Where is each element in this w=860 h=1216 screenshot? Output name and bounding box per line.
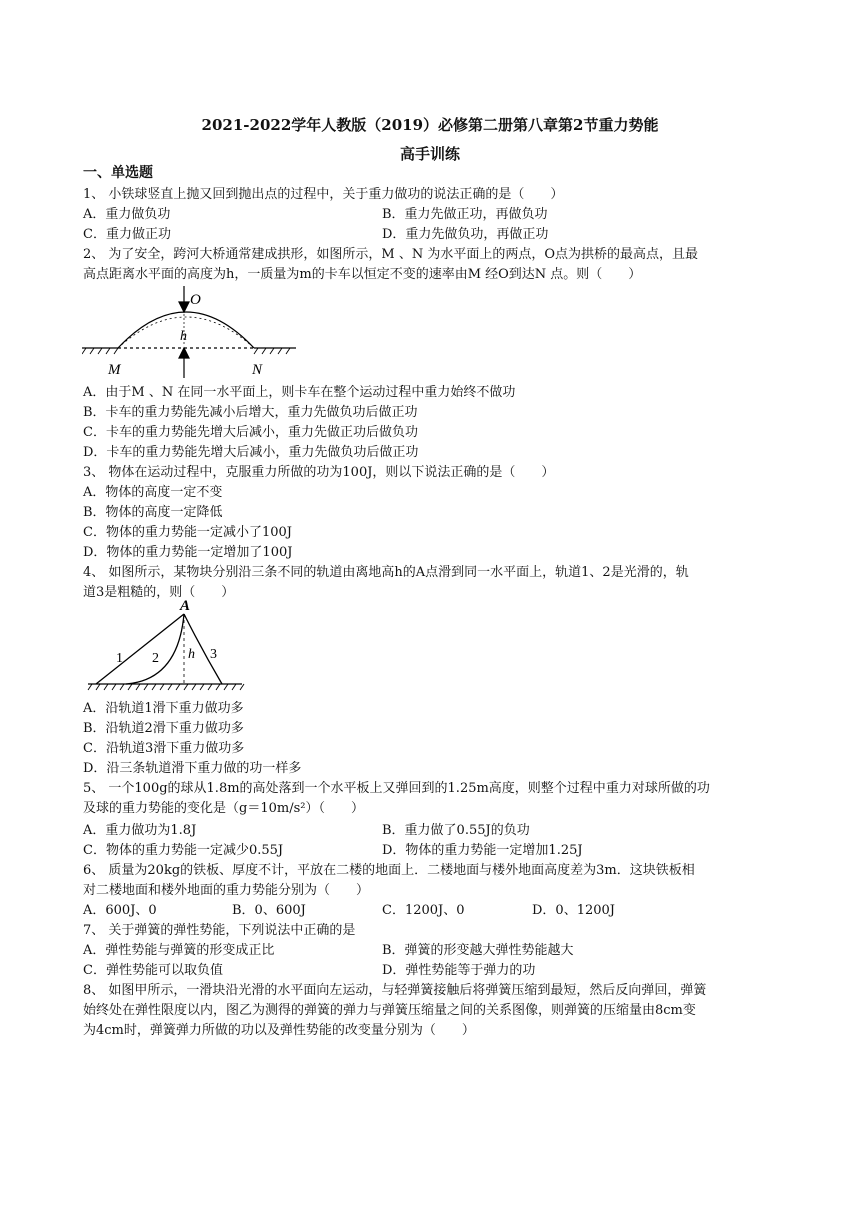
q1-option-b: B．重力先做正功，再做负功 bbox=[382, 207, 548, 222]
q2-stem-line1: 2、 为了安全，跨河大桥通常建成拱形，如图所示，M 、N 为水平面上的两点，O点为拱桥的最高点，且最 bbox=[83, 247, 699, 262]
q7-option-c: C．弹性势能可以取负值 bbox=[83, 963, 223, 978]
arch-label-m: M bbox=[108, 362, 121, 378]
q2-option-d: D．卡车的重力势能先增大后减小，重力先做负功后做正功 bbox=[83, 445, 419, 460]
q6-option-d: D．0、1200J bbox=[532, 903, 615, 918]
q6-stem-line2: 对二楼地面和楼外地面的重力势能分别为（ ） bbox=[83, 883, 370, 898]
q6-option-c: C．1200J、0 bbox=[382, 903, 465, 918]
q7-stem: 7、 关于弹簧的弹性势能，下列说法中正确的是 bbox=[83, 923, 356, 938]
section-heading: 一、单选题 bbox=[83, 165, 153, 181]
q2-stem-line2: 高点距离水平面的高度为h，一质量为m的卡车以恒定不变的速率由M 经O到达N 点。则（ ） bbox=[83, 267, 642, 282]
track-label-h: h bbox=[188, 647, 195, 662]
q7-option-b: B．弹簧的形变越大弹性势能越大 bbox=[382, 943, 574, 958]
q3-option-d: D．物体的重力势能一定增加了100J bbox=[83, 545, 293, 560]
q8-stem-line1: 8、 如图甲所示，一滑块沿光滑的水平面向左运动，与轻弹簧接触后将弹簧压缩到最短，然后反向弹回，弹簧 bbox=[83, 983, 707, 998]
q7-option-a: A．弹性势能与弹簧的形变成正比 bbox=[83, 943, 275, 958]
q2-option-a: A．由于M 、N 在同一水平面上，则卡车在整个运动过程中重力始终不做功 bbox=[83, 385, 516, 400]
q6-option-b: B．0、600J bbox=[232, 903, 306, 918]
q4-option-b: B．沿轨道2滑下重力做功多 bbox=[83, 721, 244, 736]
q4-option-d: D．沿三条轨道滑下重力做的功一样多 bbox=[83, 761, 302, 776]
arch-bridge-figure bbox=[82, 282, 297, 380]
q6-stem-line1: 6、 质量为20kg的铁板、厚度不计，平放在二楼的地面上．二楼地面与楼外地面高度差为3m．这块铁板相 bbox=[83, 863, 695, 878]
q8-stem-line3: 为4cm时，弹簧弹力所做的功以及弹性势能的改变量分别为（ ） bbox=[83, 1023, 475, 1038]
q5-option-c: C．物体的重力势能一定减少0.55J bbox=[83, 843, 284, 858]
track-label-1: 1 bbox=[116, 651, 123, 666]
track-label-2: 2 bbox=[152, 651, 159, 666]
q5-option-a: A．重力做功为1.8J bbox=[83, 823, 197, 838]
q5-stem-line1: 5、 一个100g的球从1.8m的高处落到一个水平板上又弹回到的1.25m高度，则整个过程中重力对球所做的功 bbox=[83, 781, 710, 796]
q3-option-c: C．物体的重力势能一定减小了100J bbox=[83, 525, 292, 540]
q5-option-d: D．物体的重力势能一定增加1.25J bbox=[382, 843, 583, 858]
q3-option-a: A．物体的高度一定不变 bbox=[83, 485, 223, 500]
q3-stem: 3、 物体在运动过程中，克服重力所做的功为100J，则以下说法正确的是（ ） bbox=[83, 465, 555, 480]
q6-option-a: A．600J、0 bbox=[83, 903, 157, 918]
q1-option-c: C．重力做正功 bbox=[83, 227, 171, 242]
doc-title: 2021-2022学年人教版（2019）必修第二册第八章第2节重力势能 bbox=[201, 116, 659, 134]
arch-label-h: h bbox=[180, 329, 187, 344]
doc-subtitle: 高手训练 bbox=[399, 145, 460, 163]
q4-option-a: A．沿轨道1滑下重力做功多 bbox=[83, 701, 244, 716]
q7-option-d: D．弹性势能等于弹力的功 bbox=[382, 963, 536, 978]
q5-option-b: B．重力做了0.55J的负功 bbox=[382, 823, 530, 838]
q5-stem-line2: 及球的重力势能的变化是（g＝10m/s²）（ ） bbox=[83, 801, 364, 816]
track-label-3: 3 bbox=[210, 647, 217, 662]
q4-option-c: C．沿轨道3滑下重力做功多 bbox=[83, 741, 245, 756]
q8-stem-line2: 始终处在弹性限度以内，图乙为测得的弹簧的弹力与弹簧压缩量之间的关系图像，则弹簧的压缩量由8cm变 bbox=[83, 1003, 696, 1018]
q2-option-b: B．卡车的重力势能先减小后增大，重力先做负功后做正功 bbox=[83, 405, 418, 420]
q2-option-c: C．卡车的重力势能先增大后减小，重力先做正功后做负功 bbox=[83, 425, 418, 440]
track-label-a: A bbox=[180, 598, 191, 614]
tracks-figure bbox=[86, 598, 246, 698]
q3-option-b: B．物体的高度一定降低 bbox=[83, 505, 223, 520]
arch-label-n: N bbox=[252, 362, 263, 378]
arch-label-o: O bbox=[190, 292, 201, 308]
q1-stem: 1、 小铁球竖直上抛又回到抛出点的过程中，关于重力做功的说法正确的是（ ） bbox=[83, 187, 564, 202]
q1-option-a: A．重力做负功 bbox=[83, 207, 171, 222]
q4-stem-line2: 道3是粗糙的，则（ ） bbox=[83, 585, 235, 600]
q1-option-d: D．重力先做负功，再做正功 bbox=[382, 227, 549, 242]
q4-stem-line1: 4、 如图所示，某物块分别沿三条不同的轨道由离地高h的A点滑到同一水平面上，轨道1、2是光滑的，轨 bbox=[83, 565, 689, 580]
